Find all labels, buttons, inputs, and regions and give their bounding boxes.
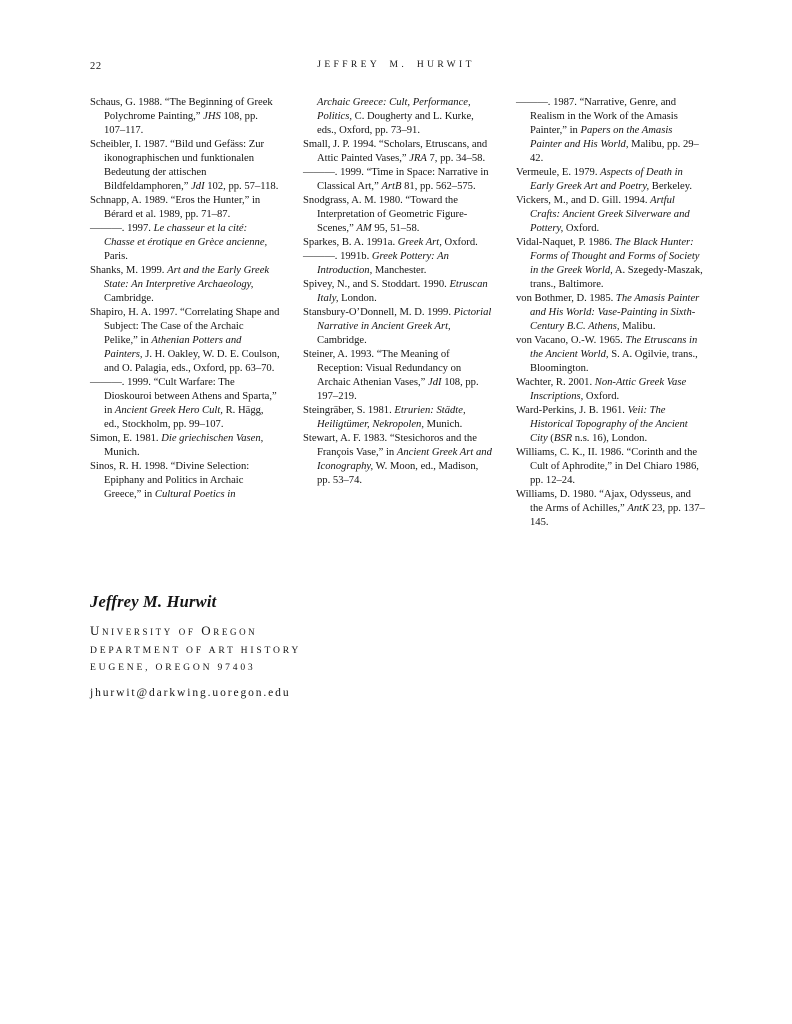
- bib-column-1: [90, 96, 280, 530]
- bibliography-entry: Williams, C. K., II. 1986. “Corinth and the Cult of Aphrodite,” in Del Chiaro 1986, pp. 12–24.: [516, 447, 699, 486]
- bib-column-2: [303, 96, 493, 530]
- bibliography-entry: Schaus, G. 1988. “The Beginning of Greek Polychrome Painting,” JHS 108, pp. 107–117.: [90, 97, 273, 136]
- affiliation-department: DEPARTMENT OF ART HISTORY: [90, 645, 302, 656]
- author-email: jhurwit@darkwing.uoregon.edu: [90, 687, 291, 699]
- bibliography-entry: Vermeule, E. 1979. Aspects of Death in Early Greek Art and Poetry, Berkeley.: [516, 167, 693, 192]
- bibliography-entry: ———. 1991b. Greek Pottery: An Introduction, Manchester.: [303, 251, 449, 276]
- bibliography-entry: Vidal-Naquet, P. 1986. The Black Hunter: Forms of Thought and Forms of Society in the Greek World, A. Szegedy-Maszak, trans., Baltimore.: [516, 237, 703, 290]
- bibliography-entry: Scheibler, I. 1987. “Bild und Gefäss: Zur ikonographischen und funktionalen Bedeutung der attischen Bildfeldamphoren,” JdI 102, pp. 57–118.: [90, 139, 279, 192]
- running-header: [90, 60, 702, 74]
- bibliography-entry: Archaic Greece: Cult, Performance, Politics, C. Dougherty and L. Kurke, eds., Oxford, pp. 73–91.: [317, 97, 474, 136]
- bibliography-entry: Sparkes, B. A. 1991a. Greek Art, Oxford.: [303, 237, 478, 248]
- bibliography-entry: Stansbury-O’Donnell, M. D. 1999. Pictorial Narrative in Ancient Greek Art, Cambridge.: [303, 307, 492, 346]
- bibliography-entry: Small, J. P. 1994. “Scholars, Etruscans, and Attic Painted Vases,” JRA 7, pp. 34–58.: [303, 139, 488, 164]
- bibliography-entry: Stewart, A. F. 1983. “Stesichoros and the François Vase,” in Ancient Greek Art and Iconography, W. Moon, ed., Madison, pp. 53–74.: [303, 433, 492, 486]
- page-number: 22: [90, 61, 102, 72]
- bibliography-entry: ———. 1997. Le chasseur et la cité: Chasse et érotique en Grèce ancienne, Paris.: [90, 223, 268, 262]
- running-head-title: JEFFREY M. HURWIT: [317, 60, 475, 70]
- affiliation-address: EUGENE, OREGON 97403: [90, 662, 256, 673]
- author-name: Jeffrey M. Hurwit: [90, 592, 217, 611]
- bibliography-entry: ———. 1999. “Cult Warfare: The Dioskouroi between Athens and Sparta,” in Ancient Greek Hero Cult, R. Hägg, ed., Stockholm, pp. 99–107.: [90, 377, 277, 430]
- bibliography-entry: ———. 1999. “Time in Space: Narrative in Classical Art,” ArtB 81, pp. 562–575.: [303, 167, 489, 192]
- bibliography-entry: Shanks, M. 1999. Art and the Early Greek State: An Interpretive Archaeology, Cambridge.: [90, 265, 270, 304]
- bibliography-entry: ———. 1987. “Narrative, Genre, and Realism in the Work of the Amasis Painter,” in Papers on the Amasis Painter and His World, Malibu, pp. 29–42.: [516, 97, 699, 164]
- bibliography-entry: Simon, E. 1981. Die griechischen Vasen, Munich.: [90, 433, 264, 458]
- bibliography-entry: Vickers, M., and D. Gill. 1994. Artful Crafts: Ancient Greek Silverware and Pottery, Oxford.: [516, 195, 690, 234]
- bibliography-entry: Sinos, R. H. 1998. “Divine Selection: Epiphany and Politics in Archaic Greece,” in Cultural Poetics in: [90, 461, 250, 500]
- bibliography-entry: Schnapp, A. 1989. “Eros the Hunter,” in Bérard et al. 1989, pp. 71–87.: [90, 195, 261, 220]
- bibliography-entry: von Vacano, O.-W. 1965. The Etruscans in the Ancient World, S. A. Ogilvie, trans., Bloomington.: [516, 335, 698, 374]
- bibliography-entry: Steingräber, S. 1981. Etrurien: Städte, Heiligtümer, Nekropolen, Munich.: [303, 405, 466, 430]
- bibliography-entry: Snodgrass, A. M. 1980. “Toward the Interpretation of Geometric Figure-Scenes,” AM 95, 51–58.: [303, 195, 468, 234]
- bibliography-entry: Steiner, A. 1993. “The Meaning of Reception: Visual Redundancy on Archaic Athenian Vases,” JdI 108, pp. 197–219.: [303, 349, 479, 402]
- bibliography-entry: Ward-Perkins, J. B. 1961. Veii: The Historical Topography of the Ancient City (BSR n.s. 16), London.: [516, 405, 688, 444]
- affiliation-university: University of Oregon: [90, 623, 258, 638]
- bibliography-entry: Williams, D. 1980. “Ajax, Odysseus, and the Arms of Achilles,” AntK 23, pp. 137–145.: [516, 489, 705, 528]
- author-block: [90, 592, 301, 701]
- bibliography-entry: Spivey, N., and S. Stoddart. 1990. Etruscan Italy, London.: [303, 279, 488, 304]
- bibliography-entry: Wachter, R. 2001. Non-Attic Greek Vase Inscriptions, Oxford.: [516, 377, 687, 402]
- bibliography-entry: von Bothmer, D. 1985. The Amasis Painter and His World: Vase-Painting in Sixth-Century B.C. Athens, Malibu.: [516, 293, 700, 332]
- bib-column-3: [516, 96, 706, 530]
- bibliography: [90, 96, 706, 530]
- bibliography-entry: Shapiro, H. A. 1997. “Correlating Shape and Subject: The Case of the Archaic Pelike,” in Athenian Potters and Painters, J. H. Oakley, W. D. E. Coulson, and O. Palagia, eds., Oxford, pp. 63–70.: [90, 307, 280, 374]
